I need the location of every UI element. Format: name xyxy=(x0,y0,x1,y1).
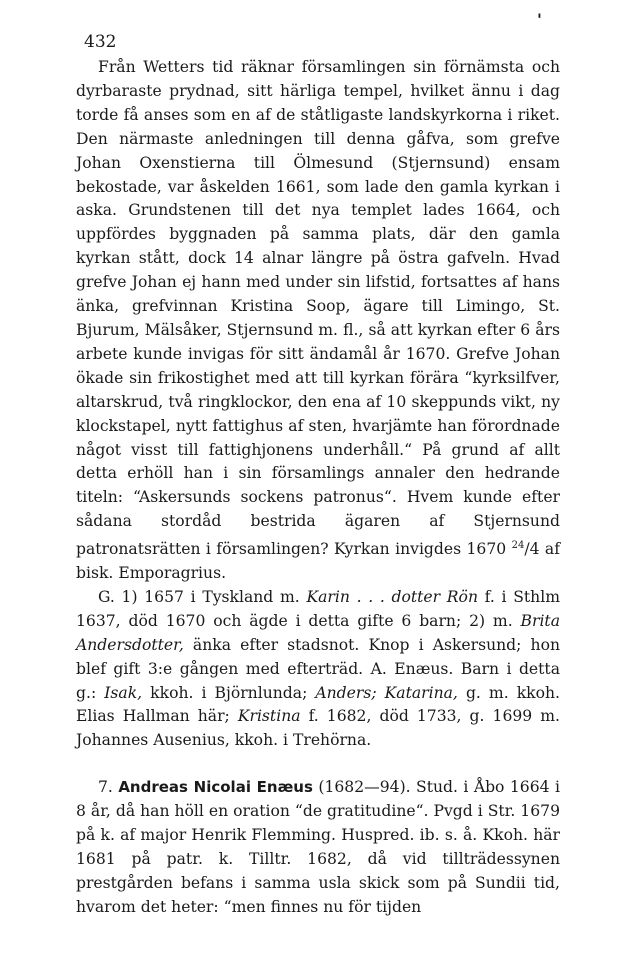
date-month: 4 xyxy=(529,540,540,559)
family-text-5: g. m. kkoh. Elias Hallman här; xyxy=(76,683,561,726)
stray-mark: ' xyxy=(537,10,542,29)
family-text-6: f. 1682, död 1733, g. 1699 m. Johannes Ausenius, kkoh. i Trehörna. xyxy=(76,707,561,750)
date-day: 24 xyxy=(511,540,525,552)
paragraph-church-history: Från Wetters tid räknar församlingen sin förnämsta och dyrbaraste prydnad, sitt härliga tempel, hvilket ännu i dag torde få anses som en af de ståtligaste landskyrkorna i riket. Den närmaste anledningen till denna gåfva, som grefve Johan Oxenstierna till Ölmesund (Stjernsund) ensam bekostade, var åskelden 1661, som lade den gamla kyrkan i aska. Grundstenen till det nya templet lades 1664, och uppfördes byggnaden på samma plats, där den gamla kyrkan stått, dock 14 alnar längre på östra gafveln. Hvad grefve Johan ej hann med under sin lifstid, fortsattes af hans änka, grefvinnan Kristina Soop, ägare till Limingo, St. Bjurum, Mälsåker, Stjernsund m. fl., så att kyrkan efter 6 års arbete kunde invigas för sitt ändamål år 1670. Grefve Johan ökade sin frikostighet med att till kyrkan förära “kyrksilfver, altarskrud, två ringklockor, den ena af 10 skeppunds vikt, ny klockstapel, nytt fattighus af sten, hvarjämte han förordnade något visst till fattighjonens underhåll.“ På grund af allt detta erhöll han i sin församlings annaler den hedrande titeln: “Askersunds sockens patronus“. Hvem kunde efter sådana stordåd bestrida ägaren af Stjernsund patronatsrätten i församlingen? Kyrkan invigdes 1670 $^{24}$/4 af bisk. Emporagrius. xyxy=(76,58,560,583)
paragraph-church-history-end: af bisk. Emporagrius. xyxy=(76,540,560,583)
paragraph-family xyxy=(76,586,560,753)
family-name-karin: Karin . . . dotter Rön xyxy=(306,587,478,606)
family-name-anders-katarina: Anders; Katarina, xyxy=(315,683,458,702)
family-name-kristina: Kristina xyxy=(237,707,301,726)
entry-number: 7. xyxy=(98,778,113,797)
family-name-isak: Isak, xyxy=(104,683,143,702)
family-text-1: G. 1) 1657 i Tyskland m. xyxy=(98,587,307,606)
family-name-brita: Brita Andersdotter, xyxy=(76,611,560,654)
paragraph-enaeus xyxy=(76,776,560,919)
paragraph-church-history-text: Från Wetters tid räknar församlingen sin förnämsta och dyrbaraste prydnad, sitt härliga tempel, hvilket ännu i dag torde få anses som en af de ståtligaste landskyrkorna i riket. Den närmaste anledningen till denna gåfva, som grefve Johan Oxenstierna till Ölmesund (Stjernsund) ensam bekostade, var åskelden 1661, som lade den gamla kyrkan i aska. Grundstenen till det nya templet lades 1664, och uppfördes byggnaden på samma plats, där den gamla kyrkan stått, dock 14 alnar längre på östra gafveln. Hvad grefve Johan ej hann med under sin lifstid, fortsattes af hans änka, grefvinnan Kristina Soop, ägare till Limingo, St. Bjurum, Mälsåker, Stjernsund m. fl., så att kyrkan efter 6 års arbete kunde invigas för sitt ändamål år 1670. Grefve Johan ökade sin frikostighet med att till kyrkan förära “kyrksilfver, altarskrud, två ringklockor, den ena af 10 skeppunds vikt, ny klockstapel, nytt fattighus af sten, hvarjämte han förordnade något visst till fattighjonens underhåll.“ På grund af allt detta erhöll han i sin församlings annaler den hedrande titeln: “Askersunds sockens patronus“. Hvem kunde efter sådana stordåd bestrida ägaren af Stjernsund patronatsrätten i församlingen? Kyrkan invigdes 1670 xyxy=(76,58,560,559)
family-text-4: kkoh. i Björnlunda; xyxy=(142,683,316,702)
entry-name: Andreas Nicolai Enæus xyxy=(118,778,313,797)
family-text-3: änka efter stadsnot. Knop i Askersund; hon blef gift 3:e gången med efterträd. A. Enæus. Barn i detta g.: xyxy=(76,635,560,702)
page-number: 432 xyxy=(84,32,117,52)
document-page xyxy=(76,30,560,920)
entry-text: (1682—94). Stud. i Åbo 1664 i 8 år, då han höll en oration “de gratitudine“. Pvgd i Str. 1679 på k. af major Henrik Flemming. Huspred. ib. s. å. Kkoh. här 1681 på patr. k. Tilltr. 1682, då vid tillträdessynen prestgården befans i samma usla skick som på Sundii tid, hvarom det heter: “men finnes nu för tijden xyxy=(76,778,560,916)
family-text-2: f. i Sthlm 1637, död 1670 och ägde i detta gifte 6 barn; 2) m. xyxy=(76,587,561,630)
